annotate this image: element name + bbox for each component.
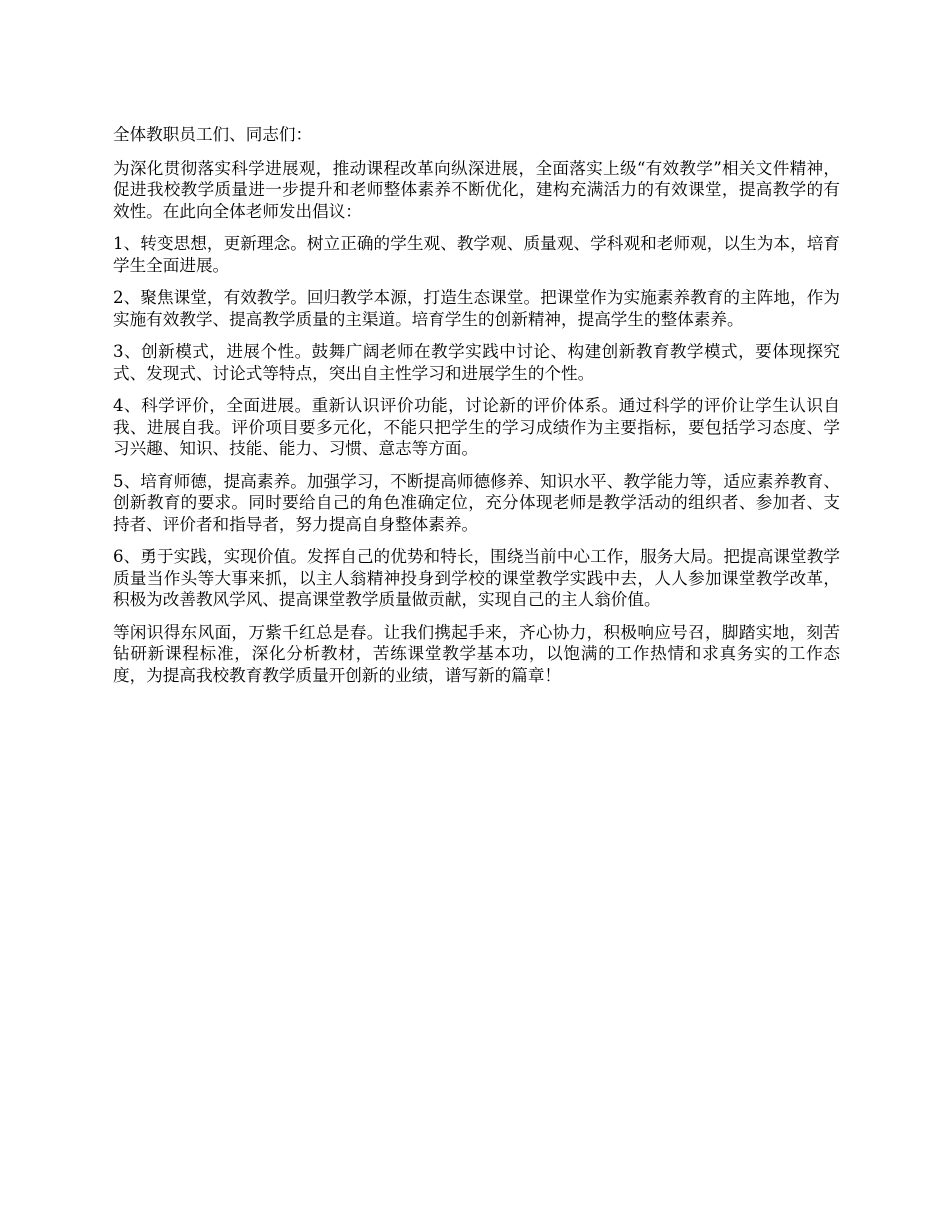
intro-paragraph: 为深化贯彻落实科学进展观，推动课程改革向纵深进展，全面落实上级“有效教学”相关文件精神，促进我校教学质量进一步提升和老师整体素养不断优化，建构充满活力的有效课堂，提高教学的有效性。在此向全体老师发出倡议： [113, 158, 840, 221]
proposal-item-3: 3、创新模式，进展个性。鼓舞广阔老师在教学实践中讨论、构建创新教育教学模式，要体现探究式、发现式、讨论式等特点，突出自主性学习和进展学生的个性。 [113, 342, 840, 383]
proposal-item-6: 6、勇于实践，实现价值。发挥自己的优势和特长，围绕当前中心工作，服务大局。把提高课堂教学质量当作头等大事来抓，以主人翁精神投身到学校的课堂教学实践中去，人人参加课堂教学改革，积极为改善教风学风、提高课堂教学质量做贡献，实现自己的主人翁价值。 [113, 547, 840, 609]
closing-paragraph: 等闲识得东风面，万紫千红总是春。让我们携起手来，齐心协力，积极响应号召，脚踏实地，刻苦钻研新课程标准，深化分析教材，苦练课堂教学基本功，以饱满的工作热情和求真务实的工作态度，为提高我校教育教学质量开创新的业绩，谱写新的篇章！ [113, 622, 840, 685]
salutation: 全体教职员工们、同志们： [113, 125, 313, 144]
proposal-item-1: 1、转变思想，更新理念。树立正确的学生观、教学观、质量观、学科观和老师观，以生为本，培育学生全面进展。 [113, 234, 840, 275]
proposal-item-4: 4、科学评价，全面进展。重新认识评价功能，讨论新的评价体系。通过科学的评价让学生认识自我、进展自我。评价项目要多元化，不能只把学生的学习成绩作为主要指标，要包括学习态度、学习兴趣、知识、技能、能力、习惯、意志等方面。 [113, 396, 840, 458]
proposal-item-2: 2、聚焦课堂，有效教学。回归教学本源，打造生态课堂。把课堂作为实施素养教育的主阵地，作为实施有效教学、提高教学质量的主渠道。培育学生的创新精神，提高学生的整体素养。 [113, 288, 840, 329]
proposal-item-5: 5、培育师德，提高素养。加强学习，不断提高师德修养、知识水平、教学能力等，适应素养教育、创新教育的要求。同时要给自己的角色准确定位，充分体现老师是教学活动的组织者、参加者、支持者、评价者和指导者，努力提高自身整体素养。 [113, 471, 840, 534]
